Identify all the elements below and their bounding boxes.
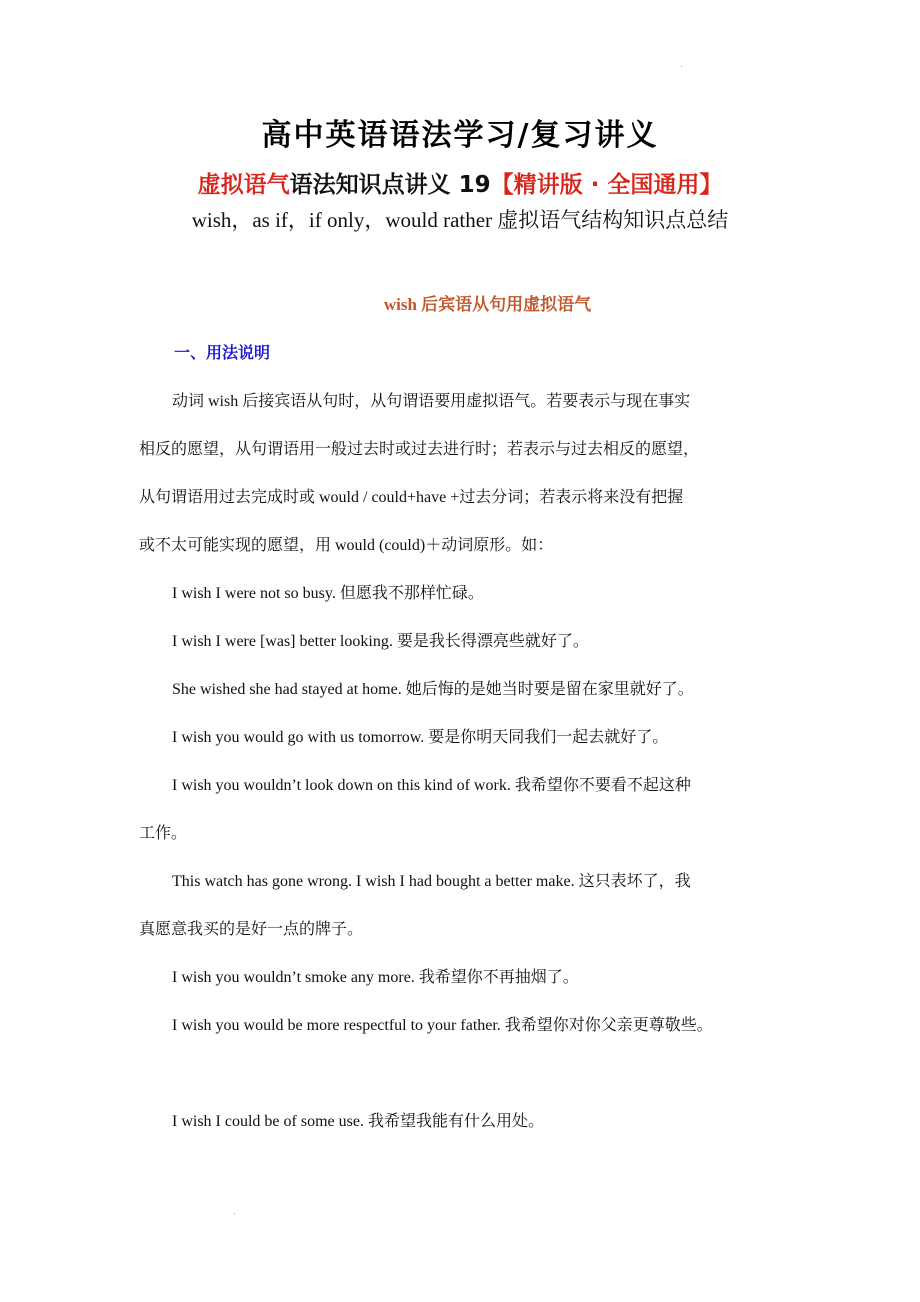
- speck-top: [681, 66, 682, 67]
- example-sentence: This watch has gone wrong. I wish I had bought a better make. 这只表坏了，我: [172, 873, 691, 890]
- page-title: 高中英语语法学习/复习讲义: [261, 118, 659, 153]
- example-sentence: I wish I were [was] better looking. 要是我长得漂亮些就好了。: [172, 633, 589, 650]
- example-sentence: I wish I were not so busy. 但愿我不那样忙碌。: [172, 585, 484, 602]
- lecture-subtitle: [0, 166, 920, 199]
- example-sentence: I wish you wouldn’t look down on this kind of work. 我希望你不要看不起这种: [172, 777, 691, 794]
- summary-line: wish，as if，if only，would rather 虚拟语气结构知识点总结: [191, 208, 729, 232]
- intro-line: 动词 wish 后接宾语从句时，从句谓语要用虚拟语气。若要表示与现在事实: [172, 393, 691, 410]
- intro-line: 或不太可能实现的愿望，用 would (could)＋动词原形。如：: [139, 537, 554, 554]
- section-heading: wish 后宾语从句用虚拟语气: [383, 295, 592, 314]
- speck-bottom: [234, 1213, 235, 1214]
- usage-heading: 一、用法说明: [174, 343, 271, 362]
- subtitle-lecture-number: 语法知识点讲义 19: [289, 172, 491, 198]
- example-sentence: I wish you would be more respectful to your father. 我希望你对你父亲更尊敬些。: [172, 1017, 713, 1034]
- intro-line: 从句谓语用过去完成时或 would / could+have +过去分词；若表示将来没有把握: [139, 489, 684, 506]
- example-sentence: She wished she had stayed at home. 她后悔的是她当时要是留在家里就好了。: [172, 681, 694, 698]
- example-sentence: I wish you would go with us tomorrow. 要是你明天同我们一起去就好了。: [172, 729, 669, 746]
- example-sentence: I wish I could be of some use. 我希望我能有什么用处。: [172, 1113, 544, 1130]
- example-sentence-continued: 工作。: [139, 825, 188, 842]
- intro-line: 相反的愿望，从句谓语用一般过去时或过去进行时；若表示与过去相反的愿望，: [139, 441, 700, 458]
- subtitle-topic: 虚拟语气: [197, 172, 290, 198]
- example-sentence-continued: 真愿意我买的是好一点的牌子。: [139, 921, 364, 938]
- example-sentence: I wish you wouldn’t smoke any more. 我希望你不再抽烟了。: [172, 969, 579, 986]
- subtitle-edition: 【精讲版 · 全国通用】: [490, 172, 723, 198]
